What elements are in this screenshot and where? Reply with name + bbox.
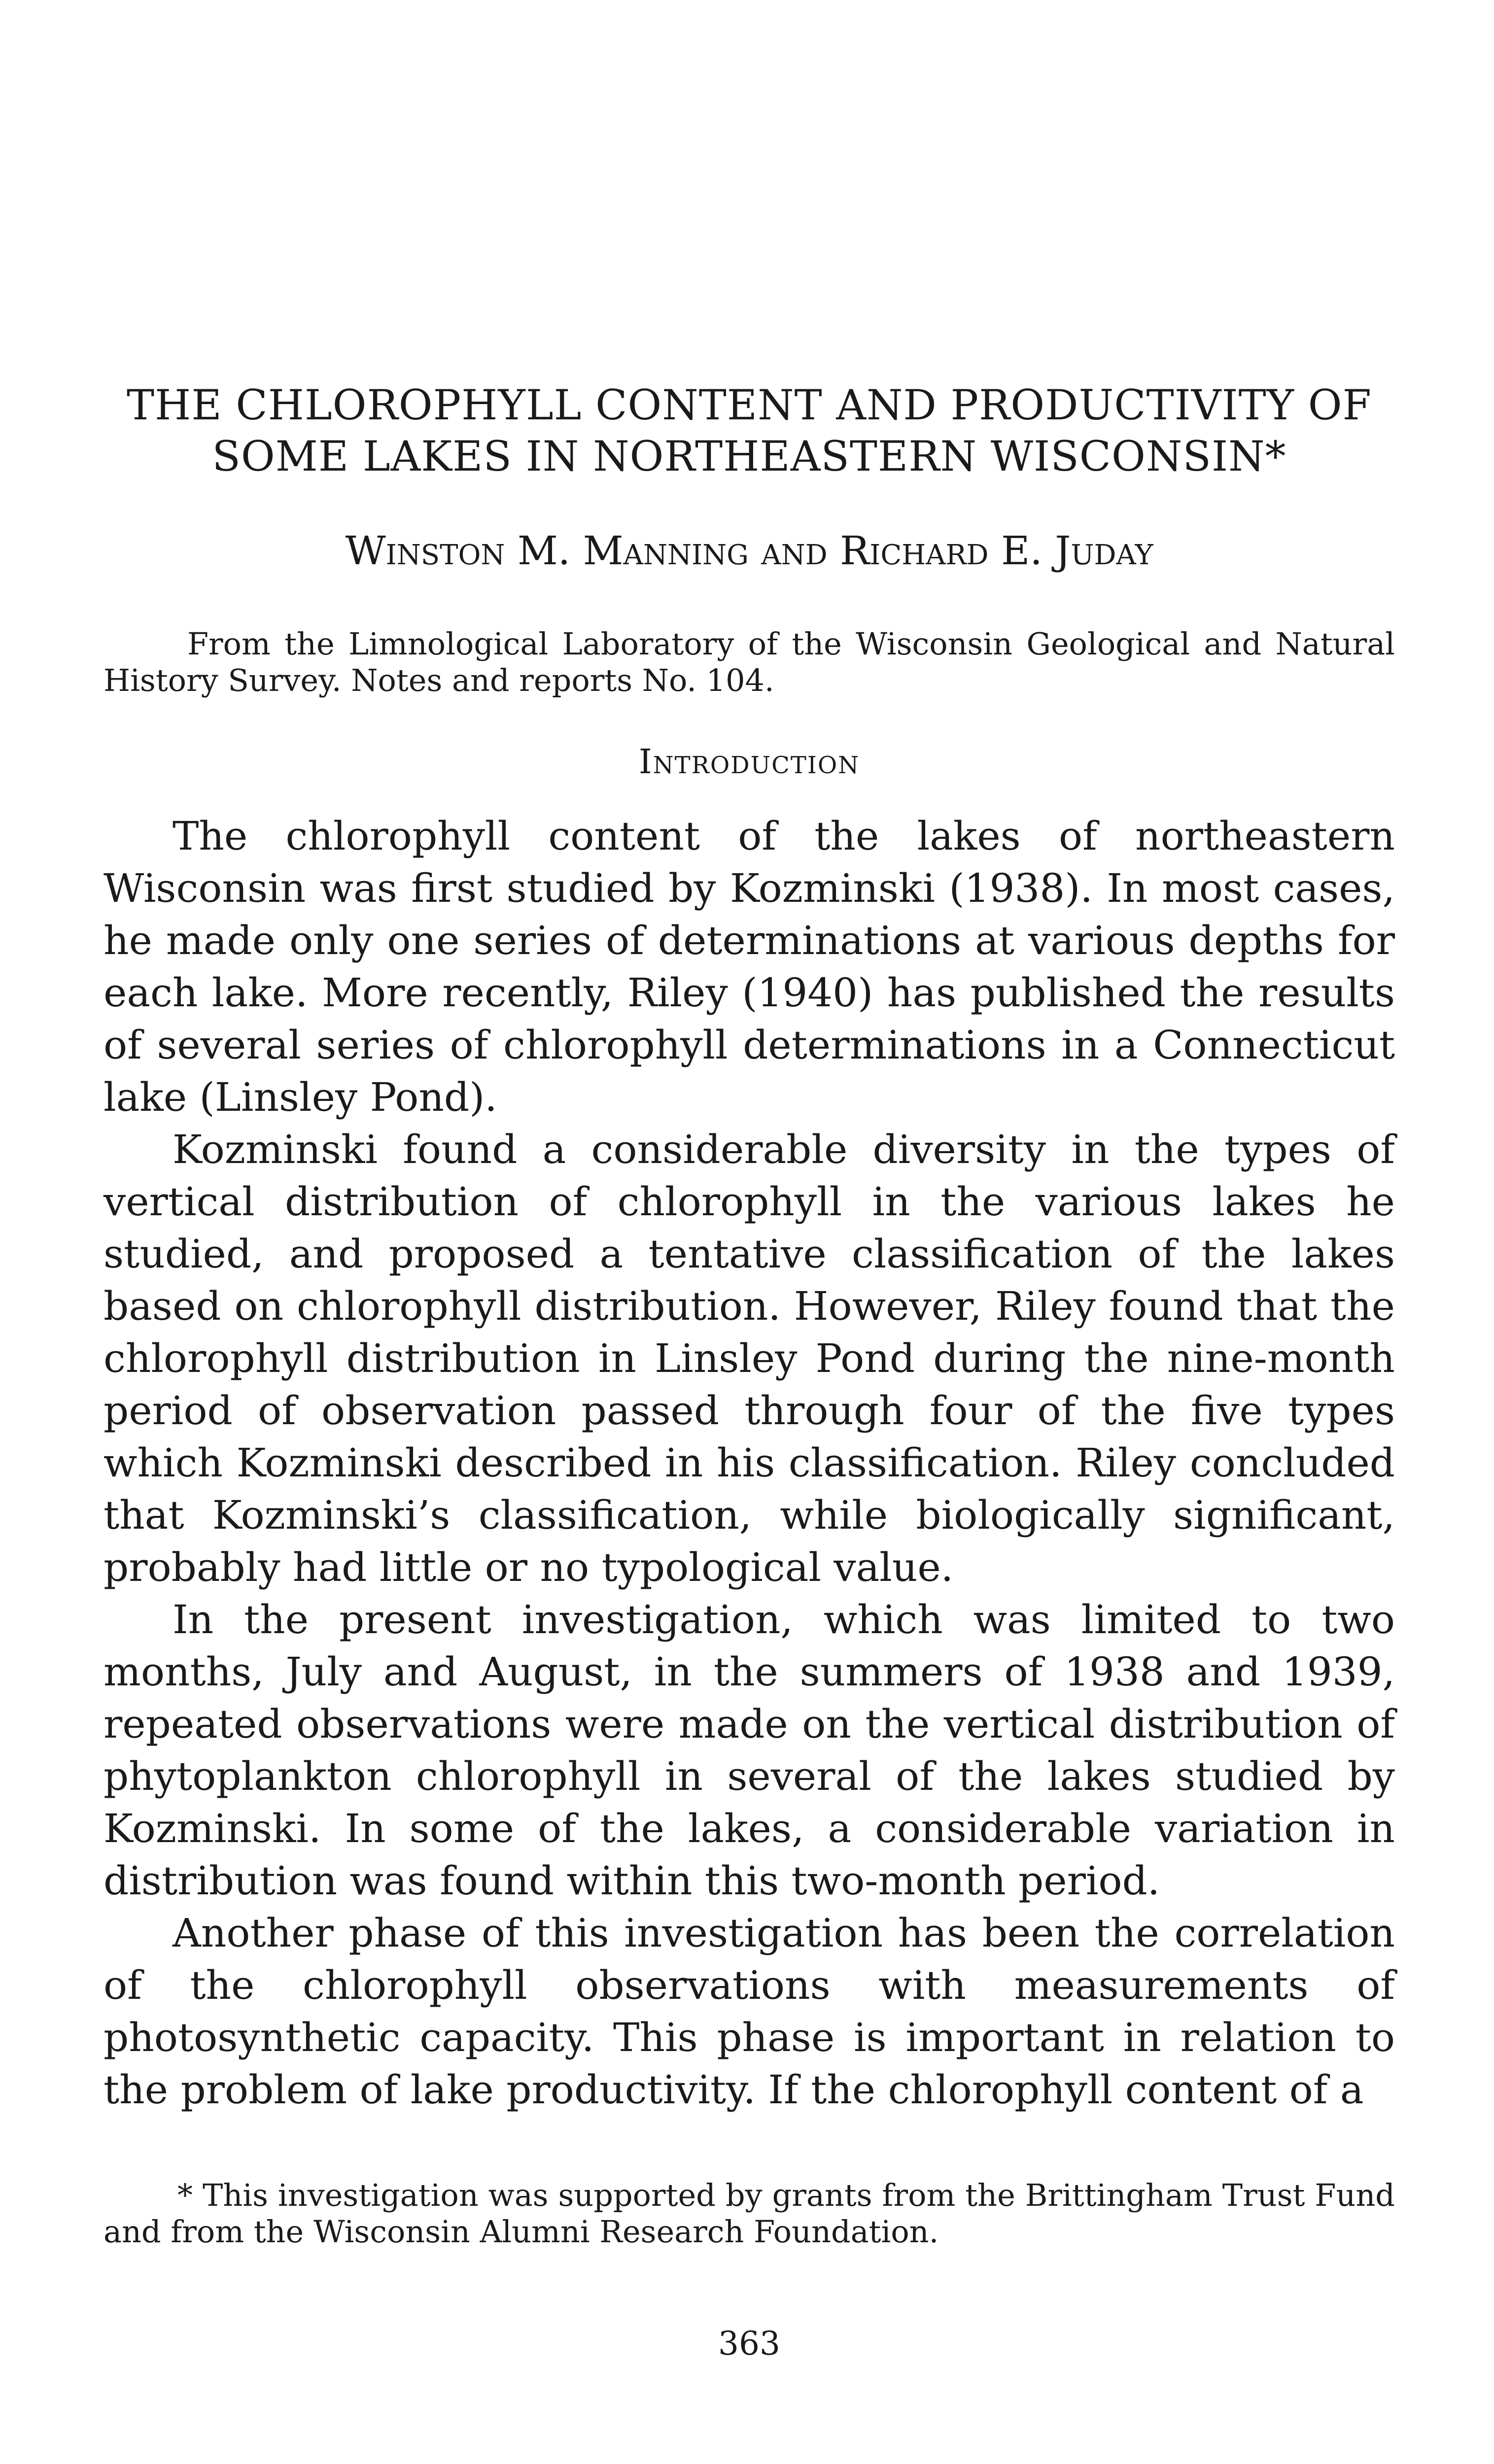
paper-page [104, 379, 1395, 2363]
body-paragraph: Another phase of this investigation has been the correlation of the chlorophyll observations with measurements of photosynthetic capacity. This phase is important in relation to the problem of lake productivity. If the chlorophyll content of a [104, 1910, 1395, 2113]
title-line-2: SOME LAKES IN NORTHEASTERN WISCONSIN* [212, 432, 1286, 480]
affiliation-note: From the Limnological Laboratory of the Wisconsin Geological and Natural History Survey. Notes and reports No. 104. [104, 626, 1395, 698]
body-paragraph: The chlorophyll content of the lakes of northeastern Wisconsin was first studied by Kozminski (1938). In most cases, he made only one series of determinations at various depths for each lake. More recently, Riley (1940) has published the results of several series of chlorophyll determinations in a Connecticut lake (Linsley Pond). [104, 813, 1395, 1120]
funding-footnote: * This investigation was supported by grants from the Brittingham Trust Fund and from the Wisconsin Alumni Research Foundation. [104, 2177, 1395, 2250]
section-heading-introduction: Introduction [638, 743, 860, 782]
title-line-1: THE CHLOROPHYLL CONTENT AND PRODUCTIVITY OF [127, 381, 1372, 429]
article-title [104, 379, 1395, 482]
author-names: Winston M. Manning and Richard E. Juday [345, 528, 1153, 574]
body-paragraph: Kozminski found a considerable diversity in the types of vertical distribution of chlorophyll in the various lakes he studied, and proposed a tentative classification of the lakes based on chlorophyll distribution. However, Riley found that the chlorophyll distribution in Linsley Pond during the nine-month period of observation passed through four of the five types which Kozminski described in his classification. Riley concluded that Kozminski’s classification, while biologically significant, probably had little or no typological value. [104, 1127, 1395, 1590]
page-number: 363 [718, 2325, 780, 2362]
body-paragraph: In the present investigation, which was limited to two months, July and August, in the summers of 1938 and 1939, repeated observations were made on the vertical distribution of phytoplankton chlorophyll in several of the lakes studied by Kozminski. In some of the lakes, a considerable variation in distribution was found within this two-month period. [104, 1597, 1395, 1904]
introduction-body [104, 810, 1395, 2116]
